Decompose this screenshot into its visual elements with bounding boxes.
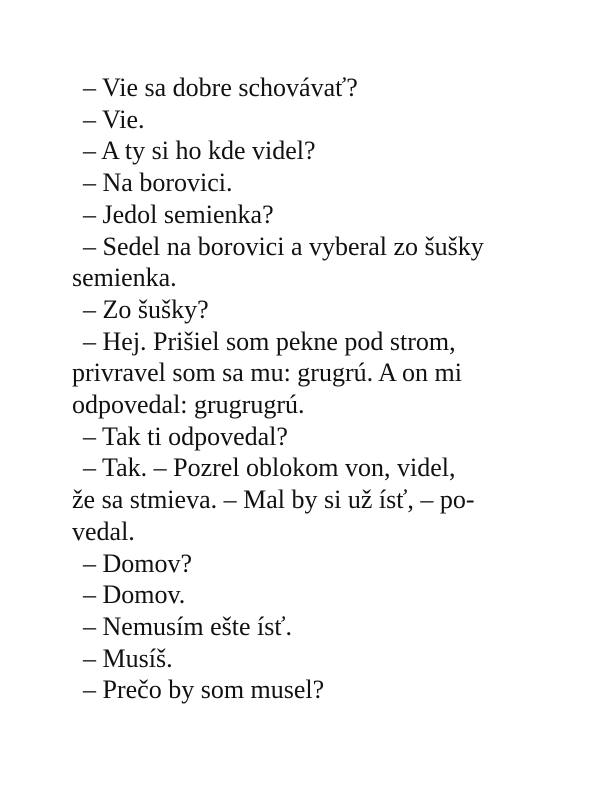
text-line: – Jedol semienka? — [83, 199, 274, 229]
text-line: – Nemusím ešte ísť. — [83, 611, 292, 641]
dialogue-text — [72, 72, 542, 706]
text-line: že sa stmieva. – Mal by si už ísť, – po- — [72, 485, 475, 515]
text-line: – A ty si ho kde videl? — [83, 136, 316, 166]
text-line: semienka. — [72, 263, 177, 293]
text-line: odpovedal: grugrugrú. — [72, 390, 305, 420]
text-line: – Musíš. — [83, 643, 173, 673]
text-line: – Hej. Prišiel som pekne pod strom, — [83, 326, 456, 356]
text-line: – Domov. — [83, 580, 186, 610]
text-line: – Sedel na borovici a vyberal zo šušky — [83, 231, 484, 261]
text-line: – Vie sa dobre schovávať? — [83, 73, 358, 102]
text-line: – Prečo by som musel? — [83, 675, 325, 705]
text-line: – Vie. — [83, 104, 145, 134]
text-line: – Na borovici. — [83, 168, 233, 198]
text-line: – Zo šušky? — [83, 294, 209, 324]
text-line: privravel som sa mu: grugrú. A on mi — [72, 358, 462, 388]
text-line: – Tak ti odpovedal? — [83, 421, 288, 451]
text-line: – Domov? — [83, 548, 193, 578]
text-line: – Tak. – Pozrel oblokom von, videl, — [83, 453, 456, 483]
text-line: vedal. — [72, 516, 135, 546]
